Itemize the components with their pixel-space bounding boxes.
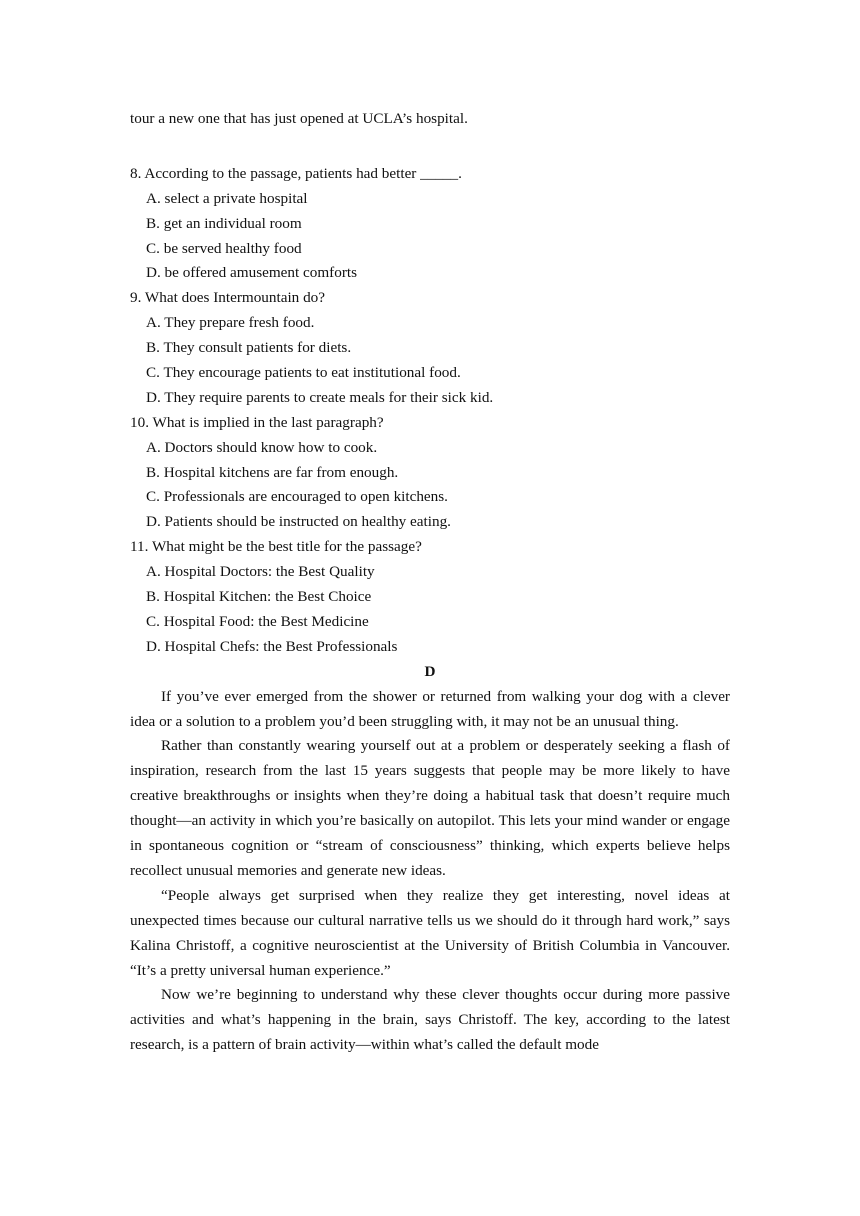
option-a: A. Hospital Doctors: the Best Quality <box>146 563 375 581</box>
question-stem: 11. What might be the best title for the passage? <box>130 538 422 556</box>
section-heading: D <box>424 662 436 680</box>
spacer <box>130 132 730 162</box>
option-a: A. They prepare fresh food. <box>146 314 315 332</box>
paragraph-2: Rather than constantly wearing yourself out at a problem or desperately seeking a flash of inspiration, research from the last 15 years suggests that people may be more likely to have creative breakthroughs or insights when they’re doing a habitual task that doesn’t require much thought—an activity in which you’re basically on autopilot. This lets your mind wander or engage in spontaneous cognition or “stream of consciousness” thinking, which experts believe helps recollect unusual memories and generate new ideas. <box>130 737 730 879</box>
option-d: D. be offered amusement comforts <box>146 264 358 282</box>
question-stem: 9. What does Intermountain do? <box>130 289 325 307</box>
option-d: D. Hospital Chefs: the Best Professionals <box>146 637 398 655</box>
option-d: D. Patients should be instructed on healthy eating. <box>146 513 451 531</box>
option-c: C. Hospital Food: the Best Medicine <box>146 612 369 630</box>
question-11 <box>130 535 730 659</box>
option-b: B. get an individual room <box>146 214 302 232</box>
question-10 <box>130 411 730 535</box>
paragraph-4: Now we’re beginning to understand why these clever thoughts occur during more passive activities and what’s happening in the brain, says Christoff. The key, according to the latest research, is a pattern of brain activity—within what’s called the default mode <box>130 986 730 1054</box>
carryover-line: tour a new one that has just opened at UCLA’s hospital. <box>130 110 468 127</box>
question-8 <box>130 162 730 286</box>
question-stem: 8. According to the passage, patients had better _____. <box>130 164 462 182</box>
option-c: C. Professionals are encouraged to open kitchens. <box>146 488 448 506</box>
option-b: B. Hospital kitchens are far from enough. <box>146 463 399 481</box>
question-9 <box>130 286 730 410</box>
option-d: D. They require parents to create meals for their sick kid. <box>146 388 494 406</box>
option-a: A. select a private hospital <box>146 189 308 207</box>
question-stem: 10. What is implied in the last paragraph? <box>130 413 384 431</box>
section-d <box>130 660 730 1058</box>
option-b: B. Hospital Kitchen: the Best Choice <box>146 588 372 606</box>
paragraph-3: “People always get surprised when they realize they get interesting, novel ideas at unexpected times because our cultural narrative tells us we should do it through hard work,” says Kalina Christoff, a cognitive neuroscientist at the University of British Columbia in Vancouver. “It’s a pretty universal human experience.” <box>130 886 730 979</box>
option-a: A. Doctors should know how to cook. <box>146 438 378 456</box>
option-c: C. be served healthy food <box>146 239 302 257</box>
paragraph-1: If you’ve ever emerged from the shower or returned from walking your dog with a clever idea or a solution to a problem you’d been struggling with, it may not be an unusual thing. <box>130 687 730 730</box>
option-c: C. They encourage patients to eat institutional food. <box>146 364 461 382</box>
document-page <box>130 107 730 1058</box>
option-b: B. They consult patients for diets. <box>146 339 352 357</box>
